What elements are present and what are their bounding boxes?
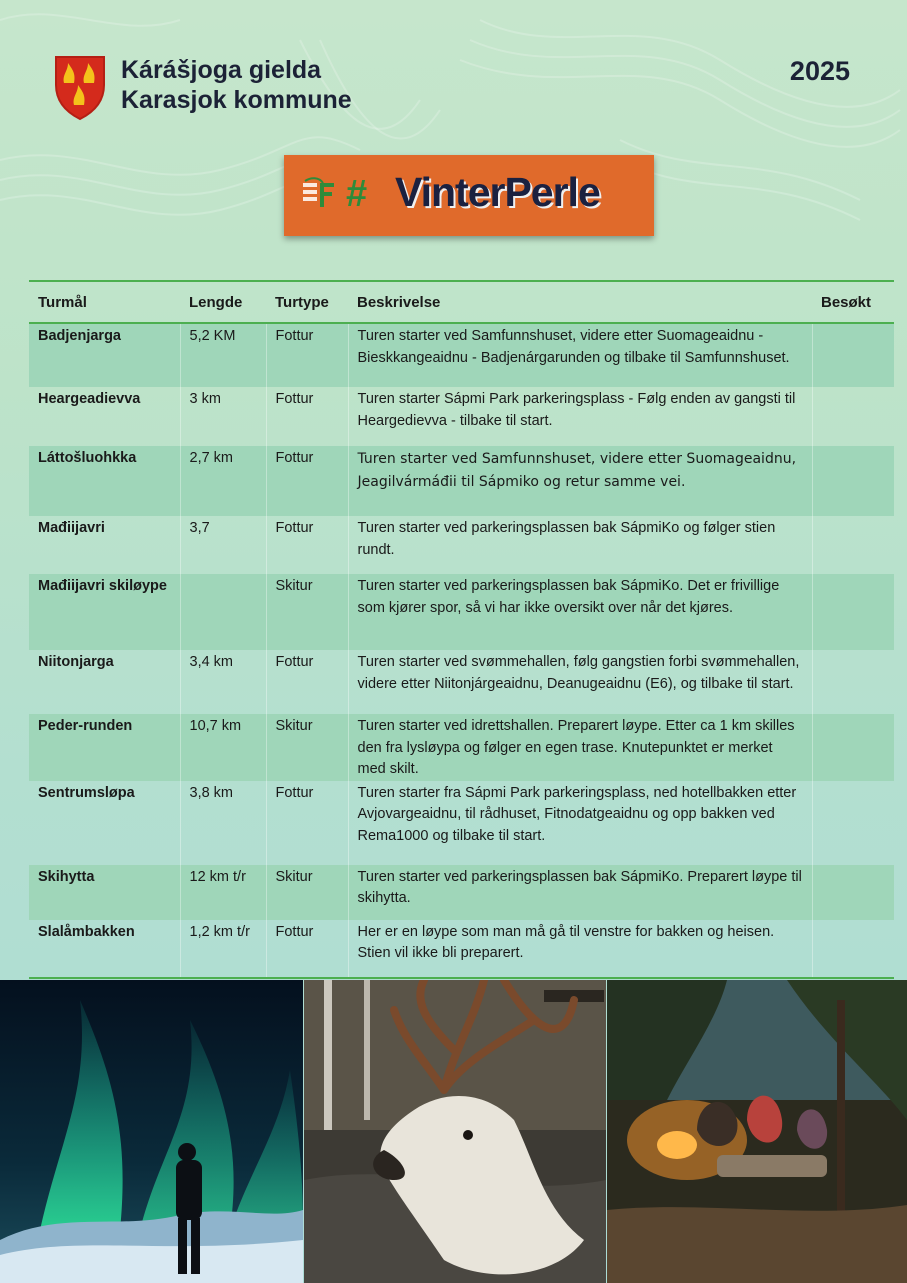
trail-table	[29, 280, 894, 979]
trail-type: Fottur	[266, 781, 348, 865]
trail-length: 10,7 km	[180, 714, 266, 781]
visited-cell[interactable]	[812, 714, 894, 781]
trail-type: Fottur	[266, 920, 348, 978]
photo-strip	[0, 980, 907, 1283]
visited-cell[interactable]	[812, 574, 894, 650]
trail-type: Skitur	[266, 574, 348, 650]
year-label: 2025	[789, 56, 850, 86]
header-trip-type: Turtype	[266, 281, 348, 323]
table-row	[29, 781, 894, 865]
header-visited: Besøkt	[812, 281, 894, 323]
header-description: Beskrivelse	[348, 281, 812, 323]
trail-description: Turen starter ved parkeringsplassen bak SápmiKo og følger stien rundt.	[348, 516, 812, 574]
trail-name: Sentrumsløpa	[38, 784, 135, 801]
table-row	[29, 650, 894, 714]
trail-length: 3,8 km	[180, 781, 266, 865]
trail-length: 5,2 KM	[180, 323, 266, 387]
trail-length: 1,2 km t/r	[180, 920, 266, 978]
municipality-name-sami: Kárášjoga gielda	[121, 56, 322, 84]
municipality-name-norwegian: Karasjok kommune	[121, 86, 352, 114]
table-header-row	[29, 281, 894, 323]
trail-type: Skitur	[266, 865, 348, 920]
visited-cell[interactable]	[812, 516, 894, 574]
table-row	[29, 446, 894, 516]
trail-length: 3 km	[180, 387, 266, 446]
trail-description: Turen starter ved parkeringsplassen bak SápmiKo. Det er frivillige som kjører spor, så vi har ikke oversikt over når det kjøres.	[348, 574, 812, 650]
visited-cell[interactable]	[812, 865, 894, 920]
trail-length: 3,7	[180, 516, 266, 574]
table-row	[29, 323, 894, 387]
trail-length: 2,7 km	[180, 446, 266, 516]
trail-description: Her er en løype som man må gå til venstre for bakken og heisen. Stien vil ikke bli preparert.	[348, 920, 812, 978]
trail-type: Fottur	[266, 516, 348, 574]
banner-hash: #	[346, 173, 368, 215]
trail-type: Skitur	[266, 714, 348, 781]
table-row	[29, 574, 894, 650]
banner-title: VinterPerle	[395, 169, 600, 215]
campfire-photo	[607, 980, 907, 1283]
trail-name: Peder-runden	[29, 714, 180, 781]
trail-description: Turen starter ved svømmehallen, følg gangstien forbi svømmehallen, videre etter Niitonjárgeaidnu, Deanugeaidnu (E6), og tilbake til start.	[348, 650, 812, 714]
trail-length: 3,4 km	[180, 650, 266, 714]
visited-cell[interactable]	[812, 446, 894, 516]
table-row	[29, 714, 894, 781]
trail-name: Slalåmbakken	[29, 920, 180, 978]
trail-description: Turen starter ved Samfunnshuset, videre etter Suomageaidnu - Bieskkangeaidnu - Badjenárgarunden og tilbake til Samfunnshuset.	[348, 323, 812, 387]
visited-cell[interactable]	[812, 387, 894, 446]
header-destination: Turmål	[29, 281, 180, 323]
vinterperle-banner	[284, 155, 654, 236]
trail-length	[180, 574, 266, 650]
trail-name: Mađiijavri skiløype	[29, 574, 180, 650]
table-row	[29, 920, 894, 978]
trail-type: Fottur	[266, 650, 348, 714]
trail-description: Turen starter ved parkeringsplassen bak SápmiKo. Preparert løype til skihytta.	[348, 865, 812, 920]
trail-description: Turen starter ved Samfunnshuset, videre etter Suomageaidnu, Jeagilvármáđii til Sápmiko og retur samme vei.	[348, 446, 812, 516]
trail-name: Láttošluohkka	[29, 446, 180, 516]
table-row	[29, 516, 894, 574]
table-row	[29, 387, 894, 446]
trail-type: Fottur	[266, 323, 348, 387]
northern-lights-photo	[0, 980, 303, 1283]
municipal-coat-of-arms-icon	[54, 55, 106, 121]
reindeer-photo	[304, 980, 606, 1283]
trail-name: Heargeadievva	[38, 391, 141, 407]
trail-name: Skihytta	[29, 865, 180, 920]
trail-name: Niitonjarga	[38, 654, 114, 670]
trail-length: 12 km t/r	[180, 865, 266, 920]
visited-cell[interactable]	[812, 781, 894, 865]
header-length: Lengde	[180, 281, 266, 323]
table-row	[29, 865, 894, 920]
trail-description: Turen starter fra Sápmi Park parkeringsplass, ned hotellbakken etter Avjovargeaidnu, til rådhuset, Fitnodatgeaidnu og opp bakken ved Rema1000 og tilbake til start.	[348, 781, 812, 865]
visited-cell[interactable]	[812, 323, 894, 387]
visited-cell[interactable]	[812, 920, 894, 978]
trail-description: Turen starter Sápmi Park parkeringsplass - Følg enden av gangsti til Heargedievva - tilbake til start.	[348, 387, 812, 446]
trail-name: Mađiijavri	[38, 520, 105, 536]
trail-type: Fottur	[266, 387, 348, 446]
municipality-name	[121, 55, 352, 115]
trail-name: Badjenjarga	[29, 323, 180, 387]
trail-type: Fottur	[266, 446, 348, 516]
trail-logo-icon	[301, 177, 337, 213]
trail-description: Turen starter ved idrettshallen. Preparert løype. Etter ca 1 km skilles den fra lysløypa og følger en egen trase. Knutepunktet er merket med skilt.	[348, 714, 812, 781]
visited-cell[interactable]	[812, 650, 894, 714]
